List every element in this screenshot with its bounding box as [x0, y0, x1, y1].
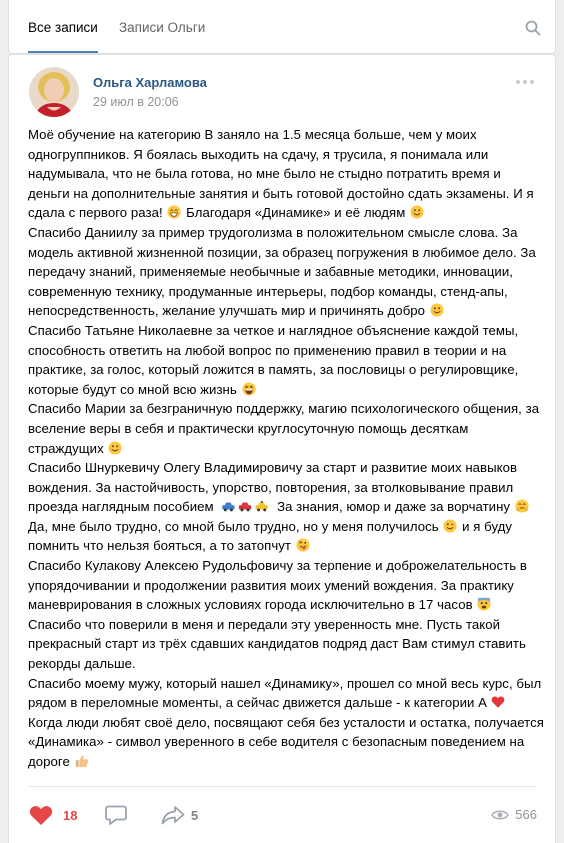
post-paragraph	[28, 615, 546, 674]
thumb-emoji-icon	[74, 754, 90, 769]
paragraph-text: Благодаря «Динамике» и её людям	[182, 205, 406, 221]
paragraph-text: Спасибо Марии за безграничную поддержку, магию психологического общения, за вселение веры в себя и практически круглосуточную помощь десяткам страждущих	[28, 401, 540, 456]
post-paragraph	[28, 321, 546, 399]
heart-emoji-icon	[490, 695, 506, 710]
smile-emoji-icon	[409, 205, 425, 220]
paragraph-text: Спасибо Кулакову Алексею Рудольфовичу за терпение и доброжелательность в упорядочивании и продолжении развития моих умений вождения. За практику маневрирования в сложных условиях города исключительно в 17 часов	[28, 558, 527, 613]
wink-emoji-icon	[442, 519, 458, 534]
like-count: 18	[63, 808, 78, 823]
share-count: 5	[191, 807, 199, 823]
post-paragraph	[28, 399, 546, 458]
paragraph-text: и я буду помнить что нельзя бояться, а то затопчут	[28, 518, 513, 554]
eye-icon	[491, 809, 509, 821]
share-button[interactable]	[161, 805, 198, 825]
share-icon	[161, 805, 185, 825]
search-icon[interactable]	[525, 20, 541, 36]
paragraph-text: Да, мне было трудно, со мной было трудно, но у меня получилось	[28, 518, 439, 534]
smile-emoji-icon	[107, 441, 123, 456]
avatar[interactable]	[29, 67, 79, 117]
post-card	[8, 54, 556, 843]
paragraph-text: Моё обучение на категорию B заняло на 1.5 месяца больше, чем у моих одногруппников. Я боялась выходить на сдачу, я трусила, я понимала или надумывала, что не была готова, но мне было не стыдно потратить время и деньги на дополнительные занятия и быть готовой достойно сдать экзамены. И я сдала с первого раза!	[28, 127, 534, 221]
paragraph-text: Спасибо моему мужу, который нашел «Динамику», прошел со мной весь курс, был рядом в переломные моменты, а сейчас движется дальше - к категории A	[28, 675, 542, 711]
post-paragraph	[28, 517, 546, 556]
paragraph-text: Спасибо что поверили в меня и передали эту уверенность мне. Пусть такой прекрасный старт из трёх сдавших кандидатов подряд даст Вам стимул ставить рекорды дальше.	[28, 616, 526, 672]
tab-all-posts[interactable]: Все записи	[28, 0, 98, 53]
laugh-emoji-icon	[241, 382, 257, 397]
like-button[interactable]	[29, 805, 77, 826]
paragraph-text: Спасибо Татьяне Николаевне за четкое и наглядное объяснение каждой темы, способность ответить на любой вопрос по применению правил в теории и на практике, за голос, который ложится в память, за пословицы о регулировщике, которые будут со мной всю жизнь	[28, 322, 519, 397]
post-paragraph	[28, 556, 546, 615]
views-counter	[491, 807, 537, 822]
post-paragraph	[28, 125, 546, 223]
tab-owner-posts[interactable]: Записи Ольги	[119, 20, 206, 35]
paragraph-text: Спасибо Шнуркевичу Олегу Владимировичу за старт и развитие моих навыков вождения. За настойчивость, упорство, повторения, за втолковывание правил проезда наглядным пособием	[28, 460, 518, 515]
divider	[28, 786, 536, 787]
heart-icon	[29, 805, 53, 826]
hug-emoji-icon	[514, 499, 530, 514]
paragraph-text: Когда люди любят своё дело, посвящают себя без усталости и остатка, получается «Динамика» - символ уверенного в себе водителя с безопасным поведением на дороге	[28, 714, 544, 769]
post-paragraph	[28, 458, 546, 517]
tabs-bar	[8, 0, 556, 54]
post-paragraph	[28, 713, 546, 772]
comment-icon[interactable]	[105, 805, 127, 825]
post-paragraph	[28, 674, 546, 713]
fear-emoji-icon	[476, 597, 492, 612]
post-date[interactable]: 29 июл в 20:06	[93, 95, 179, 109]
more-options-icon[interactable]	[515, 79, 535, 85]
paragraph-text: За знания, юмор и даже за ворчатину	[273, 499, 511, 515]
paragraph-text: Спасибо Даниилу за пример трудоголизма в положительном смысле слова. За модель активной жизненной позиции, за образец погружения в любимое дело. За передачу знаний, применяемые необычные и забавные методики, инновации, современную технику, продуманные интерьеры, подбор команды, стенд-апы, непосредственность, желание улучшать мир и причинять добро	[28, 224, 536, 319]
author-name[interactable]: Ольга Харламова	[93, 75, 207, 90]
post-text	[28, 125, 546, 772]
smile-emoji-icon	[429, 303, 445, 318]
tongue-emoji-icon	[295, 538, 311, 553]
cars-emoji-icon	[217, 499, 273, 514]
post-paragraph	[28, 223, 546, 321]
grin-emoji-icon	[166, 205, 182, 220]
view-count: 566	[515, 807, 537, 822]
